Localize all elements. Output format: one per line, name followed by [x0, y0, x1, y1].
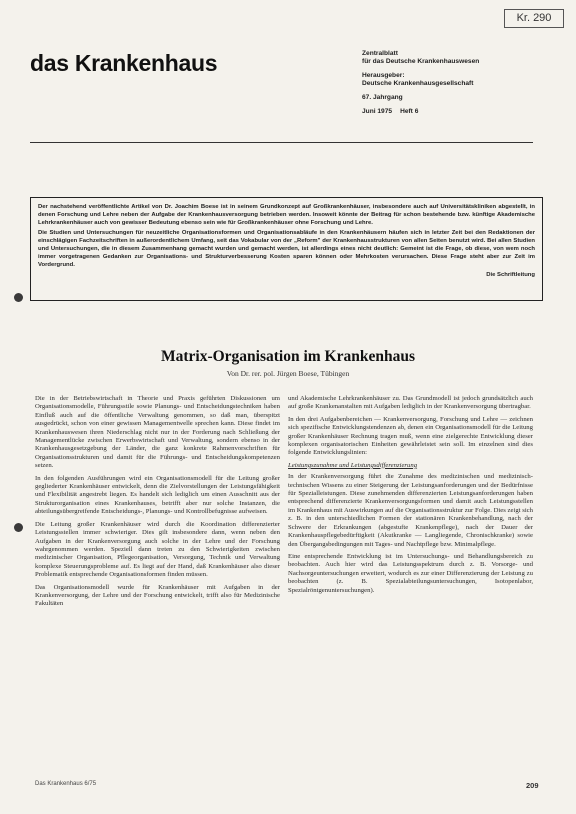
editor-note-signature: Die Schriftleitung: [486, 272, 535, 278]
issue-info: [362, 108, 552, 116]
publisher-name: Deutsche Krankenhausgesellschaft: [362, 80, 474, 87]
page-number: 209: [526, 781, 539, 790]
article-column-left: [35, 395, 280, 613]
volume-label: 67. Jahrgang: [362, 94, 403, 101]
body-paragraph: Die Leitung großer Krankenhäuser wird durch die Koordination differenzierter Leistungsstellen immer schwieriger. Dies gilt insbesondere dann, wenn neben den Aufgaben in der Krankenversorgung auch solche in der Lehre und der Forschung wahrgenommen werden. Speziell dann treten zu den Schwierigkeiten zwischen medizinischer Organisation, Pflegeorganisation, Versorgung, Technik und Verwaltung komplexe Steuerungsprobleme auf. Es liegt auf der Hand, daß Krankenhäuser also dieser Problematik entsprechende Organisationsformen finden müssen.: [35, 520, 280, 579]
body-paragraph: In den folgenden Ausführungen wird ein Organisationsmodell für die Leitung großer gegliederter Krankenhäuser entwickelt, denn die Zielvorstellungen der Leistungsfähigkeit und Flexibilität angestrebt liegen. Es handelt sich lediglich um einen Ausschnitt aus der Strukturorganisation eines Krankenhauses, betrifft aber nur solche Instanzen, die abteilungsübergreifende Entscheidungs-, Planungs- und Kontrollbefugnisse aufweisen.: [35, 474, 280, 516]
article-column-right: [288, 395, 533, 599]
editor-note-box: [30, 197, 543, 301]
masthead-info: [362, 50, 552, 116]
body-paragraph: In der Krankenversorgung führt die Zunahme des medizinischen und medizinisch-technischen Wissens zu einer Steigerung der Leistungsanforderungen und der Bedürfnisse für Spezialleistungen. Diese zunehmenden differenzierten Leistungsanforderungen haben entsprechend differenzierte Krankenversorgungsformen und damit auch Leistungsstellen im Krankenhaus mit Auswirkungen auf die Organisationsstruktur zur Folge. Dies zeigt sich z. B. in den unterschiedlichen Formen der stationären Krankenbehandlung, nach der Schwere der Erkrankungen (abgestufte Krankenpflege), nach der Dauer der Krankenhauspflegebedürftigkeit (Akutkranke — Langliegende, Chronischkranke) sowie den Übergangsbedingungen mit Tages- und Nachtpflege bzw. Minimalpflege.: [288, 473, 533, 548]
issue-number: Heft 6: [400, 108, 419, 115]
masthead-rule: [30, 142, 533, 143]
article-author: Von Dr. rer. pol. Jürgen Boese, Tübingen: [226, 369, 350, 378]
footer-journal-ref: Das Krankenhaus 6/75: [35, 781, 97, 787]
journal-subtitle: Zentralblatt für das Deutsche Krankenhauswesen: [362, 50, 480, 65]
editor-note-paragraph-1: Der nachstehend veröffentlichte Artikel von Dr. Joachim Boese ist in seinem Grundkonzept auf Großkrankenhäuser, insbesondere auch auf Universitätskliniken abgestellt, in denen Forschung und Lehre neben der Aufgabe der Krankenhausversorgung betrieben werden. Insoweit könnte der Beitrag für schon bestehende bzw. künftige Akademische Lehrkrankenhäuser auch von gewisser Bedeutung ebenso sein wie für Großkrankenhäuser ohne Forschung und Lehre.: [38, 204, 535, 226]
punch-hole-mark: [14, 523, 23, 532]
body-paragraph: Eine entsprechende Entwicklung ist im Untersuchungs- und Behandlungsbereich zu beobachten. Auch hier wird das Leistungsspektrum durch z. B. Vorsorge- und Nachsorgeuntersuchungen erweitert, wodurch es zur einer Differenzierung der Leistung zu beobachten (z. B. Spezialabteilungsuntersuchungen, Isotopenlabor, Spezialröntgenuntersuchungen).: [288, 552, 533, 594]
publisher-label: Herausgeber:: [362, 72, 405, 79]
body-paragraph: Die in der Betriebswirtschaft in Theorie und Praxis geführten Diskussionen um Organisationsmodelle, Führungsstile sowie Planungs- und Entscheidungstechniken haben Einfluß auch auf die öffentliche Verwaltung genommen, so daß man, überspitzt ausgedrückt, schon von einer gewissen Managementwelle sprechen kann. Diese findet im Krankenhauswesen ihren Niederschlag nicht nur in der Forderung nach Schließung der Managementlücke zwischen Erwerbswirtschaft und Verwaltung, sondern ebenso in der Krankenhausgesetzgebung der Länder, die ganz konkrete Rahmenvorschriften für Organisationsstrukturen und damit für die Führungs- und Entscheidungskompetenzen setzen.: [35, 395, 280, 470]
body-paragraph: und Akademische Lehrkrankenhäuser zu. Das Grundmodell ist jedoch grundsätzlich auch auf große Krankenanstalten mit Aufgaben lediglich in der Krankenversorgung übertragbar.: [288, 395, 533, 411]
article-title: Matrix-Organisation im Krankenhaus: [160, 348, 416, 365]
archive-stamp: Kr. 290: [504, 9, 564, 28]
journal-title: das Krankenhaus: [30, 50, 218, 76]
section-heading: Leistungszunahme und Leistungsdifferenzierung: [288, 461, 418, 469]
editor-note-paragraph-2: Die Studien und Untersuchungen für neuzeitliche Organisationsformen und Organisationsabläufe in den Krankenhäusern häufen sich in letzter Zeit bei den Redaktionen der einschlägigen Fachzeitschriften in außerordentlichem Umfang, seit das Vokabular von der „Reform" der Krankenhausstrukturen von allen Seiten benutzt wird. Bei allen Studien und Untersuchungen, die in diesem Zusammenhang gemacht wurden und gemacht werden, ist allerdings eines nicht deutlich: Gemeint ist die Frage, ob diese, von wem noch immer vorgetragenen Gedanken zur Organisations- und Strukturverbesserung Kosten sparen können oder Mehrkosten verursachen. Diese Frage steht aber zur Zeit im Vordergrund.: [38, 230, 535, 268]
punch-hole-mark: [14, 293, 23, 302]
issue-date: Juni 1975: [362, 108, 393, 115]
body-paragraph: In den drei Aufgabenbereichen — Krankenversorgung, Forschung und Lehre — zeichnen sich spezifische Entwicklungstendenzen ab, denen ein Organisationsmodell für die Leitung großer Krankenhäuser Rechnung tragen muß, wenn eine zielgerechte Entwicklung dieser komplexen organisatorischen Einheiten gewährleistet sein soll. Im einzelnen sind dies folgende Entwicklungslinien:: [288, 415, 533, 457]
body-paragraph: Das Organisationsmodell wurde für Krankenhäuser mit Aufgaben in der Krankenversorgung, der Lehre und der Forschung entwickelt, trifft also für Medizinische Fakultäten: [35, 583, 280, 608]
